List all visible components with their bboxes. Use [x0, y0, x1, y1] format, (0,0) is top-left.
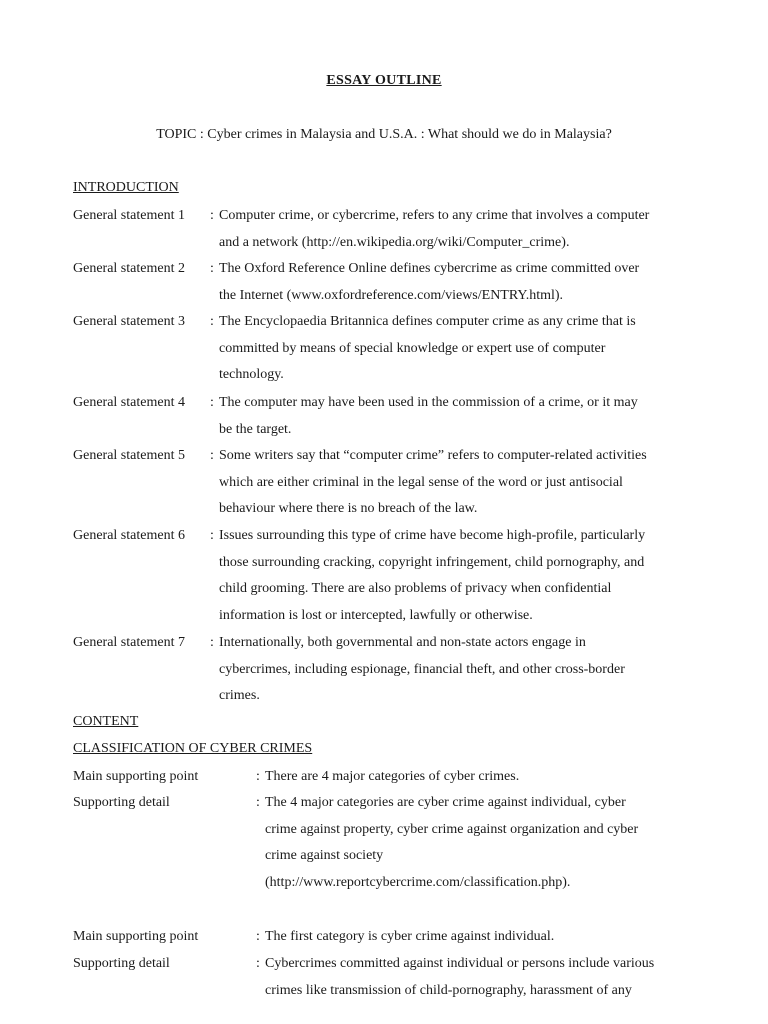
text-line: Computer crime, or cybercrime, refers to any crime that involves a computer	[219, 208, 650, 223]
label-colon: :	[256, 956, 260, 971]
item-label: General statement 5	[73, 448, 185, 463]
label-colon: :	[210, 635, 214, 650]
essay-topic: TOPIC : Cyber crimes in Malaysia and U.S.A. : What should we do in Malaysia?	[156, 127, 612, 142]
text-line: crimes.	[219, 688, 260, 704]
text-line: crime against property, cyber crime against organization and cyber	[265, 821, 639, 837]
label-colon: :	[210, 261, 214, 276]
label-colon: :	[256, 795, 260, 810]
text-line: child grooming. There are also problems of privacy when confidential	[219, 581, 612, 597]
item-text	[265, 924, 705, 951]
item-label: Supporting detail	[73, 795, 170, 810]
item-text	[219, 203, 699, 256]
label-colon: :	[210, 314, 214, 329]
text-line: The first category is cyber crime against individual.	[265, 929, 555, 944]
label-colon: :	[210, 528, 214, 543]
text-line: crimes like transmission of child-pornography, harassment of any	[265, 982, 632, 998]
item-text	[265, 764, 705, 791]
item-text	[219, 390, 699, 443]
text-line: The Oxford Reference Online defines cybercrime as crime committed over	[219, 261, 640, 276]
classification-heading: CLASSIFICATION OF CYBER CRIMES	[73, 741, 313, 756]
text-line: behaviour where there is no breach of the law.	[219, 501, 478, 517]
item-text	[219, 256, 699, 309]
text-line: crime against society	[265, 848, 384, 864]
label-colon: :	[256, 769, 260, 784]
item-label: General statement 1	[73, 208, 185, 223]
item-text	[265, 951, 705, 1004]
introduction-heading: INTRODUCTION	[73, 180, 179, 195]
item-label: General statement 2	[73, 261, 185, 276]
text-line: Some writers say that “computer crime” refers to computer-related activities	[219, 448, 647, 463]
item-text	[219, 630, 699, 710]
text-line: and a network (http://en.wikipedia.org/wiki/Computer_crime).	[219, 234, 570, 250]
text-line: Cybercrimes committed against individual or persons include various	[265, 956, 655, 971]
item-label: Main supporting point	[73, 769, 199, 784]
text-line: The Encyclopaedia Britannica defines computer crime as any crime that is	[219, 314, 636, 329]
text-line: information is lost or intercepted, lawfully or otherwise.	[219, 608, 533, 624]
text-line: the Internet (www.oxfordreference.com/views/ENTRY.html).	[219, 287, 564, 303]
item-label: General statement 7	[73, 635, 185, 650]
text-line: (http://www.reportcybercrime.com/classification.php).	[265, 875, 571, 891]
text-line: technology.	[219, 367, 284, 383]
text-line: The 4 major categories are cyber crime against individual, cyber	[265, 795, 626, 810]
item-label: Supporting detail	[73, 956, 170, 971]
text-line: Issues surrounding this type of crime have become high-profile, particularly	[219, 528, 646, 543]
text-line: The computer may have been used in the commission of a crime, or it may	[219, 395, 638, 410]
text-line: which are either criminal in the legal sense of the word or just antisocial	[219, 474, 623, 490]
item-label: General statement 3	[73, 314, 185, 329]
text-line: those surrounding cracking, copyright infringement, child pornography, and	[219, 554, 645, 570]
item-label: General statement 6	[73, 528, 185, 543]
item-text	[219, 309, 699, 389]
content-heading: CONTENT	[73, 714, 139, 729]
label-colon: :	[256, 929, 260, 944]
item-text	[265, 790, 705, 897]
item-label: Main supporting point	[73, 929, 199, 944]
text-line: committed by means of special knowledge or expert use of computer	[219, 340, 606, 356]
label-colon: :	[210, 208, 214, 223]
text-line: Internationally, both governmental and non-state actors engage in	[219, 635, 586, 650]
text-line: cybercrimes, including espionage, financial theft, and other cross-border	[219, 661, 625, 677]
label-colon: :	[210, 448, 214, 463]
item-text	[219, 523, 699, 630]
label-colon: :	[210, 395, 214, 410]
text-line: be the target.	[219, 421, 292, 437]
item-text	[219, 443, 699, 523]
essay-title: ESSAY OUTLINE	[326, 73, 442, 88]
text-line: There are 4 major categories of cyber crimes.	[265, 769, 520, 784]
item-label: General statement 4	[73, 395, 185, 410]
